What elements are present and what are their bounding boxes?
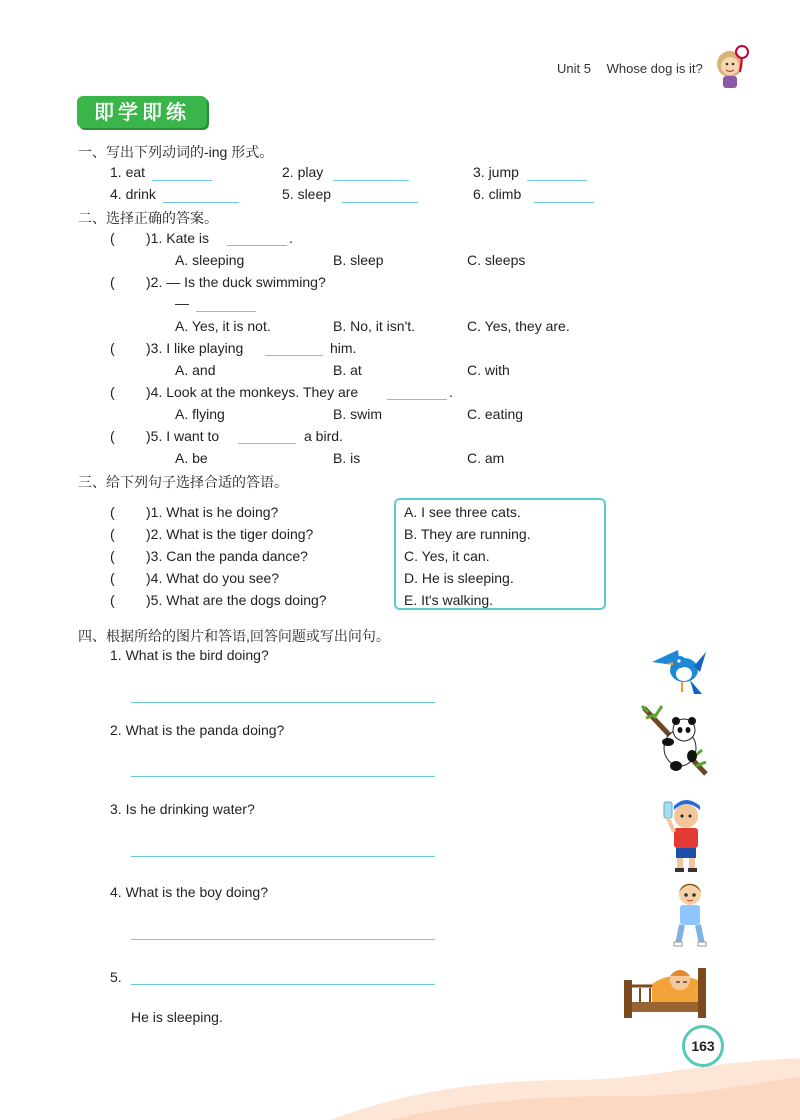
q2-2-blank[interactable] xyxy=(196,311,256,312)
verb-blank-2[interactable] xyxy=(333,180,409,181)
verb-item-5: 5. sleep xyxy=(282,186,332,202)
answer-c: C. Yes, it can. xyxy=(404,548,490,564)
boy-sleeping-icon xyxy=(622,962,708,1020)
answer-e: E. It's walking. xyxy=(404,592,494,608)
answer-d: D. He is sleeping. xyxy=(404,570,514,586)
q3-3-paren[interactable]: ( xyxy=(110,548,115,564)
q2-3-opt-a[interactable]: A. and xyxy=(175,362,216,378)
badge-label: 即学即练 xyxy=(94,100,190,124)
q2-4-post: . xyxy=(449,384,453,400)
q2-5-paren[interactable]: ( xyxy=(110,428,115,444)
section4-heading: 四、根据所给的图片和答语,回答问题或写出问句。 xyxy=(78,628,390,644)
q3-4-paren[interactable]: ( xyxy=(110,570,115,586)
q2-3-post: him. xyxy=(330,340,357,356)
verb-item-2: 2. play xyxy=(282,164,324,180)
verb-blank-3[interactable] xyxy=(527,180,587,181)
q2-4-blank[interactable] xyxy=(387,399,447,400)
verb-item-1: 1. eat xyxy=(110,164,146,180)
verb-item-6: 6. climb xyxy=(473,186,522,202)
q4-5-answer-line[interactable] xyxy=(131,984,435,985)
q4-4-answer-line[interactable] xyxy=(131,939,435,940)
q2-2-dash: — xyxy=(175,295,189,311)
q2-5-opt-a[interactable]: A. be xyxy=(175,450,208,466)
q2-3-opt-b[interactable]: B. at xyxy=(333,362,362,378)
q2-5: )5. I want to xyxy=(146,428,220,444)
q4-1: 1. What is the bird doing? xyxy=(110,647,269,663)
q2-4: )4. Look at the monkeys. They are xyxy=(146,384,359,400)
q2-3-opt-c[interactable]: C. with xyxy=(467,362,510,378)
q4-4: 4. What is the boy doing? xyxy=(110,884,268,900)
q2-5-blank[interactable] xyxy=(238,443,296,444)
q3-2-paren[interactable]: ( xyxy=(110,526,115,542)
bottom-wave-decoration xyxy=(330,1040,800,1120)
q2-2-opt-c[interactable]: C. Yes, they are. xyxy=(467,318,570,334)
answer-b: B. They are running. xyxy=(404,526,531,542)
q2-3: )3. I like playing xyxy=(146,340,244,356)
q2-2-opt-a[interactable]: A. Yes, it is not. xyxy=(175,318,271,334)
q4-5: 5. xyxy=(110,969,122,985)
girl-mascot-icon xyxy=(712,42,754,90)
q2-1-post: . xyxy=(289,230,293,246)
q2-1-opt-c[interactable]: C. sleeps xyxy=(467,252,526,268)
q2-5-post: a bird. xyxy=(304,428,343,444)
verb-item-4: 4. drink xyxy=(110,186,156,202)
q2-1: )1. Kate is xyxy=(146,230,210,246)
section3-heading: 三、给下列句子选择合适的答语。 xyxy=(78,474,288,490)
q3-3: )3. Can the panda dance? xyxy=(146,548,308,564)
answer-a: A. I see three cats. xyxy=(404,504,521,520)
verb-blank-4[interactable] xyxy=(163,202,239,203)
q2-4-opt-b[interactable]: B. swim xyxy=(333,406,382,422)
q4-2-answer-line[interactable] xyxy=(131,776,435,777)
q2-4-paren[interactable]: ( xyxy=(110,384,115,400)
q2-2: )2. — Is the duck swimming? xyxy=(146,274,326,290)
verb-blank-1[interactable] xyxy=(152,180,212,181)
q3-5-paren[interactable]: ( xyxy=(110,592,115,608)
q3-2: )2. What is the tiger doing? xyxy=(146,526,314,542)
flying-bird-icon xyxy=(650,642,708,698)
q2-4-opt-a[interactable]: A. flying xyxy=(175,406,225,422)
q4-3-answer-line[interactable] xyxy=(131,856,435,857)
q2-3-blank[interactable] xyxy=(265,355,323,356)
q2-4-opt-c[interactable]: C. eating xyxy=(467,406,524,422)
q2-5-opt-c[interactable]: C. am xyxy=(467,450,505,466)
q2-2-opt-b[interactable]: B. No, it isn't. xyxy=(333,318,416,334)
boy-walking-icon xyxy=(670,880,710,950)
q2-1-opt-b[interactable]: B. sleep xyxy=(333,252,384,268)
section2-heading: 二、选择正确的答案。 xyxy=(78,210,218,226)
q2-5-opt-b[interactable]: B. is xyxy=(333,450,361,466)
unit-title: Whose dog is it? xyxy=(606,61,703,76)
verb-blank-6[interactable] xyxy=(534,202,594,203)
q4-1-answer-line[interactable] xyxy=(131,702,435,703)
q2-1-blank[interactable] xyxy=(227,245,287,246)
unit-label: Unit 5 xyxy=(557,61,591,76)
q3-4: )4. What do you see? xyxy=(146,570,280,586)
section-badge xyxy=(77,96,207,128)
q2-2-paren[interactable]: ( xyxy=(110,274,115,290)
verb-item-3: 3. jump xyxy=(473,164,519,180)
verb-blank-5[interactable] xyxy=(342,202,418,203)
q2-1-opt-a[interactable]: A. sleeping xyxy=(175,252,245,268)
boy-drinking-icon xyxy=(660,798,708,874)
q3-1: )1. What is he doing? xyxy=(146,504,279,520)
q3-1-paren[interactable]: ( xyxy=(110,504,115,520)
page-header xyxy=(557,61,703,76)
page-number: 163 xyxy=(682,1025,724,1067)
panda-climbing-icon xyxy=(640,704,708,780)
q2-1-paren[interactable]: ( xyxy=(110,230,115,246)
q4-5-answer: He is sleeping. xyxy=(131,1009,223,1025)
q2-3-paren[interactable]: ( xyxy=(110,340,115,356)
q4-2: 2. What is the panda doing? xyxy=(110,722,285,738)
q3-5: )5. What are the dogs doing? xyxy=(146,592,327,608)
q4-3: 3. Is he drinking water? xyxy=(110,801,255,817)
section1-heading: 一、写出下列动词的-ing 形式。 xyxy=(78,144,274,160)
